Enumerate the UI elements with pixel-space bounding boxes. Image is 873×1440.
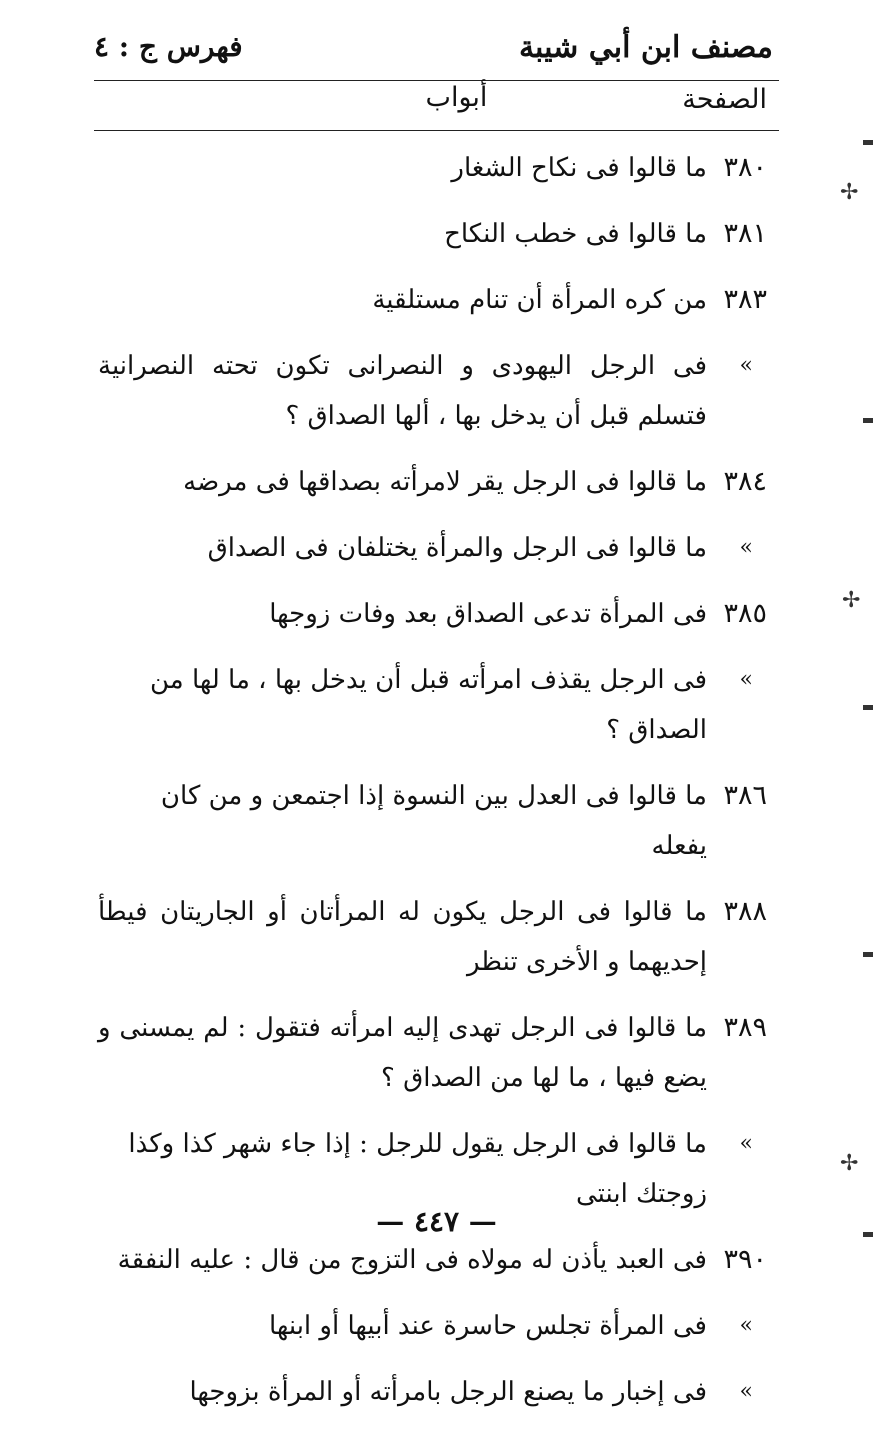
entry-page-number: ٣٨٨ [723,896,767,927]
index-entry [98,596,767,639]
entry-title: فى المرأة تجلس حاسرة عند أبيها أو ابنها [268,1311,707,1341]
index-entry [98,1010,767,1103]
index-entry [98,150,767,193]
index-entry [98,348,767,441]
entry-title: فى إخبار ما يصنع الرجل بامرأته أو المرأة بزوجها [189,1377,707,1407]
header-rule-bottom [94,130,779,131]
entry-ditto-mark: » [739,1131,753,1156]
index-volume-label: فهرس ج : ٤ [94,30,243,63]
index-entries [98,150,767,1440]
entry-page-number: ٣٨٦ [723,780,767,811]
index-entry [98,1308,767,1351]
entry-page-number: ٣٨٣ [723,284,767,315]
header-rule-top [94,80,779,81]
entry-page-number: ٣٨٩ [723,1012,767,1043]
entry-title: ما قالوا فى خطب النكاح [444,219,707,249]
column-heading-chapters: أبواب [425,82,488,113]
column-heading-page: الصفحة [682,84,767,115]
entry-title: فى المرأة تدعى الصداق بعد وفات زوجها [269,599,707,629]
entry-title: فى الرجل اليهودى و النصرانى تكون تحته النصرانية فتسلم قبل أن يدخل بها ، ألها الصداق ؟ [98,351,707,431]
entry-page-number: ٣٨١ [723,218,767,249]
entry-ditto-mark: » [739,1379,753,1404]
entry-title: ما قالوا فى الرجل يكون له المرأتان أو الجاريتان فيطأ إحديهما و الأخرى تنظر [98,897,707,977]
book-title: مصنف ابن أبي شيبة [518,30,773,65]
entry-page-number: ٣٨٥ [723,598,767,629]
entry-ditto-mark: » [739,535,753,560]
index-entry [98,894,767,987]
index-entry [98,778,767,871]
registration-mark-icon: ✢ [840,180,859,205]
entry-title: ما قالوا فى نكاح الشغار [451,153,707,183]
entry-ditto-mark: » [739,667,753,692]
entry-title: ما قالوا فى الرجل يقر لامرأته بصداقها فى مرضه [183,467,707,497]
entry-title: ما قالوا فى الرجل والمرأة يختلفان فى الصداق [207,533,707,563]
entry-page-number: ٣٨٠ [723,152,767,183]
entry-ditto-mark: » [739,353,753,378]
index-entry [98,1374,767,1417]
index-entry [98,282,767,325]
registration-mark-icon: ✢ [842,588,861,613]
entry-title: فى العبد يأذن له مولاه فى التزوج من قال : عليه النفقة [117,1245,707,1275]
entry-page-number: ٣٩٠ [723,1244,767,1275]
entry-title: ما قالوا فى الرجل يقول للرجل : إذا جاء شهر كذا وكذا زوجتك ابنتى [128,1129,707,1209]
index-entry [98,216,767,259]
scan-mark [863,1232,873,1237]
page-number: — ٤٤٧ — [376,1205,497,1238]
entry-title: ما قالوا فى الرجل تهدى إليه امرأته فتقول : لم يمسنى و يضع فيها ، ما لها من الصداق ؟ [98,1013,707,1093]
index-entry [98,662,767,755]
entry-title: فى الرجل يقذف امرأته قبل أن يدخل بها ، ما لها من الصداق ؟ [149,665,707,745]
entry-title: من كره المرأة أن تنام مستلقية [372,285,707,315]
index-entry [98,1242,767,1285]
index-entry [98,530,767,573]
entry-ditto-mark: » [739,1313,753,1338]
scan-mark [863,418,873,423]
scan-mark [863,140,873,145]
running-head [94,30,773,74]
scan-mark [863,705,873,710]
index-entry [98,464,767,507]
registration-mark-icon: ✢ [840,1151,859,1176]
entry-title: ما قالوا فى العدل بين النسوة إذا اجتمعن و من كان يفعله [160,781,707,861]
entry-page-number: ٣٨٤ [723,466,767,497]
scan-mark [863,952,873,957]
